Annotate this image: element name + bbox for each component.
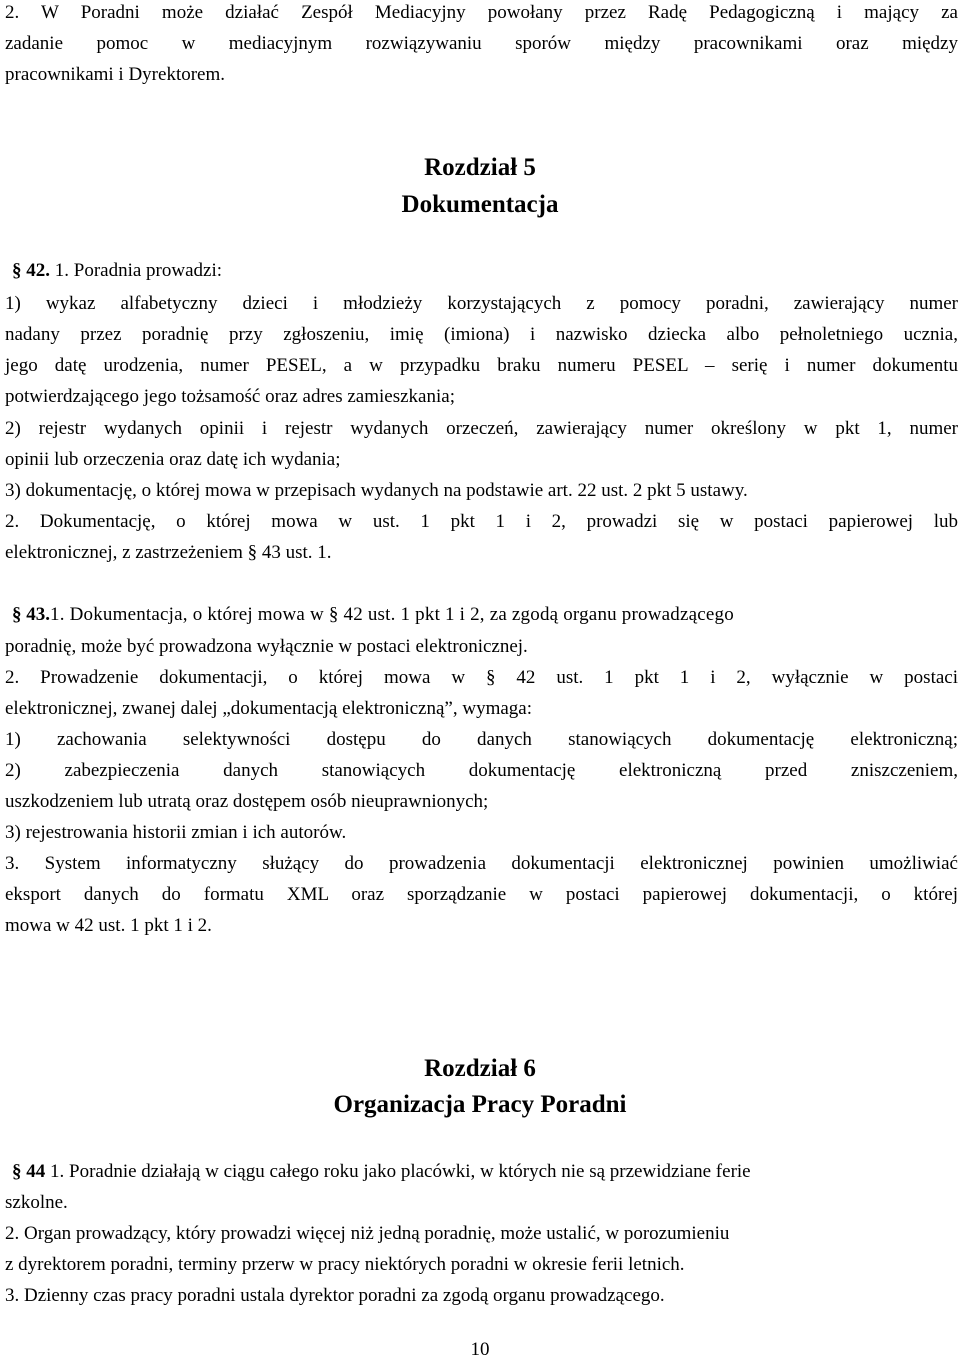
section-42-text: 1. Poradnia prowadzi: xyxy=(50,260,223,281)
text-line: z dyrektorem poradni, terminy przerw w pracy niektórych poradni w okresie ferii letnich. xyxy=(5,1254,685,1275)
text-line: 3. System informatyczny służący do prowadzenia dokumentacji elektronicznej powinien umożliwiać xyxy=(5,853,958,874)
chapter-5-title: Dokumentacja xyxy=(401,191,559,218)
text-line: pracownikami i Dyrektorem. xyxy=(5,64,226,85)
text-line: 1) zachowania selektywności dostępu do danych stanowiących dokumentację elektroniczną; xyxy=(5,729,958,750)
text-line: 2. Organ prowadzący, który prowadzi więcej niż jedną poradnię, może ustalić, w porozumieniu xyxy=(5,1223,730,1244)
section-44-text: 1. Poradnie działają w ciągu całego roku jako placówki, w których nie są przewidziane ferie xyxy=(45,1161,751,1182)
text-line: 2) zabezpieczenia danych stanowiących dokumentację elektroniczną przed zniszczeniem, xyxy=(5,760,958,781)
text-line: 1) wykaz alfabetyczny dzieci i młodzieży korzystających z pomocy poradni, zawierający numer xyxy=(5,293,958,314)
section-43-mark: § 43. xyxy=(12,604,50,625)
section-42-line xyxy=(12,260,952,282)
section-44-line xyxy=(12,1161,952,1183)
text-line: 3) rejestrowania historii zmian i ich autorów. xyxy=(5,822,347,843)
text-line: potwierdzającego jego tożsamość oraz adres zamieszkania; xyxy=(5,386,455,407)
page-number: 10 xyxy=(470,1339,490,1360)
section-43-text: 1. Dokumentacja, o której mowa w § 42 ust. 1 pkt 1 i 2, za zgodą organu prowadzącego xyxy=(50,604,734,625)
text-line: eksport danych do formatu XML oraz sporządzanie w postaci papierowej dokumentacji, o której xyxy=(5,884,958,905)
text-line: szkolne. xyxy=(5,1192,68,1213)
text-line: nadany przez poradnię przy zgłoszeniu, imię (imiona) i nazwisko dziecka albo pełnoletniego ucznia, xyxy=(5,324,958,345)
text-line: elektronicznej, z zastrzeżeniem § 43 ust. 1. xyxy=(5,542,332,563)
text-line: mowa w 42 ust. 1 pkt 1 i 2. xyxy=(5,915,212,936)
text-line: 2. Dokumentację, o której mowa w ust. 1 pkt 1 i 2, prowadzi się w postaci papierowej lub xyxy=(5,511,958,532)
section-42-mark: § 42. xyxy=(12,260,50,281)
text-line: 3) dokumentację, o której mowa w przepisach wydanych na podstawie art. 22 ust. 2 pkt 5 ustawy. xyxy=(5,480,748,501)
text-line: zadanie pomoc w mediacyjnym rozwiązywaniu sporów między pracownikami oraz między xyxy=(5,33,958,54)
section-43-line xyxy=(12,604,958,626)
text-line: opinii lub orzeczenia oraz datę ich wydania; xyxy=(5,449,341,470)
chapter-6-number: Rozdział 6 xyxy=(424,1055,536,1082)
text-line: poradnię, może być prowadzona wyłącznie w postaci elektronicznej. xyxy=(5,636,528,657)
section-44-mark: § 44 xyxy=(12,1161,46,1182)
text-line: 3. Dzienny czas pracy poradni ustala dyrektor poradni za zgodą organu prowadzącego. xyxy=(5,1285,665,1306)
text-line: jego datę urodzenia, numer PESEL, a w przypadku braku numeru PESEL – serię i numer dokumentu xyxy=(5,355,958,376)
text-line: elektronicznej, zwanej dalej „dokumentacją elektroniczną”, wymaga: xyxy=(5,698,532,719)
text-line: uszkodzeniem lub utratą oraz dostępem osób nieuprawnionych; xyxy=(5,791,489,812)
text-line: 2. W Poradni może działać Zespół Mediacyjny powołany przez Radę Pedagogiczną i mający za xyxy=(5,2,958,23)
chapter-5-number: Rozdział 5 xyxy=(424,154,536,181)
text-line: 2) rejestr wydanych opinii i rejestr wydanych orzeczeń, zawierający numer określony w pkt 1, numer xyxy=(5,418,958,439)
chapter-6-title: Organizacja Pracy Poradni xyxy=(333,1091,627,1118)
text-line: 2. Prowadzenie dokumentacji, o której mowa w § 42 ust. 1 pkt 1 i 2, wyłącznie w postaci xyxy=(5,667,958,688)
